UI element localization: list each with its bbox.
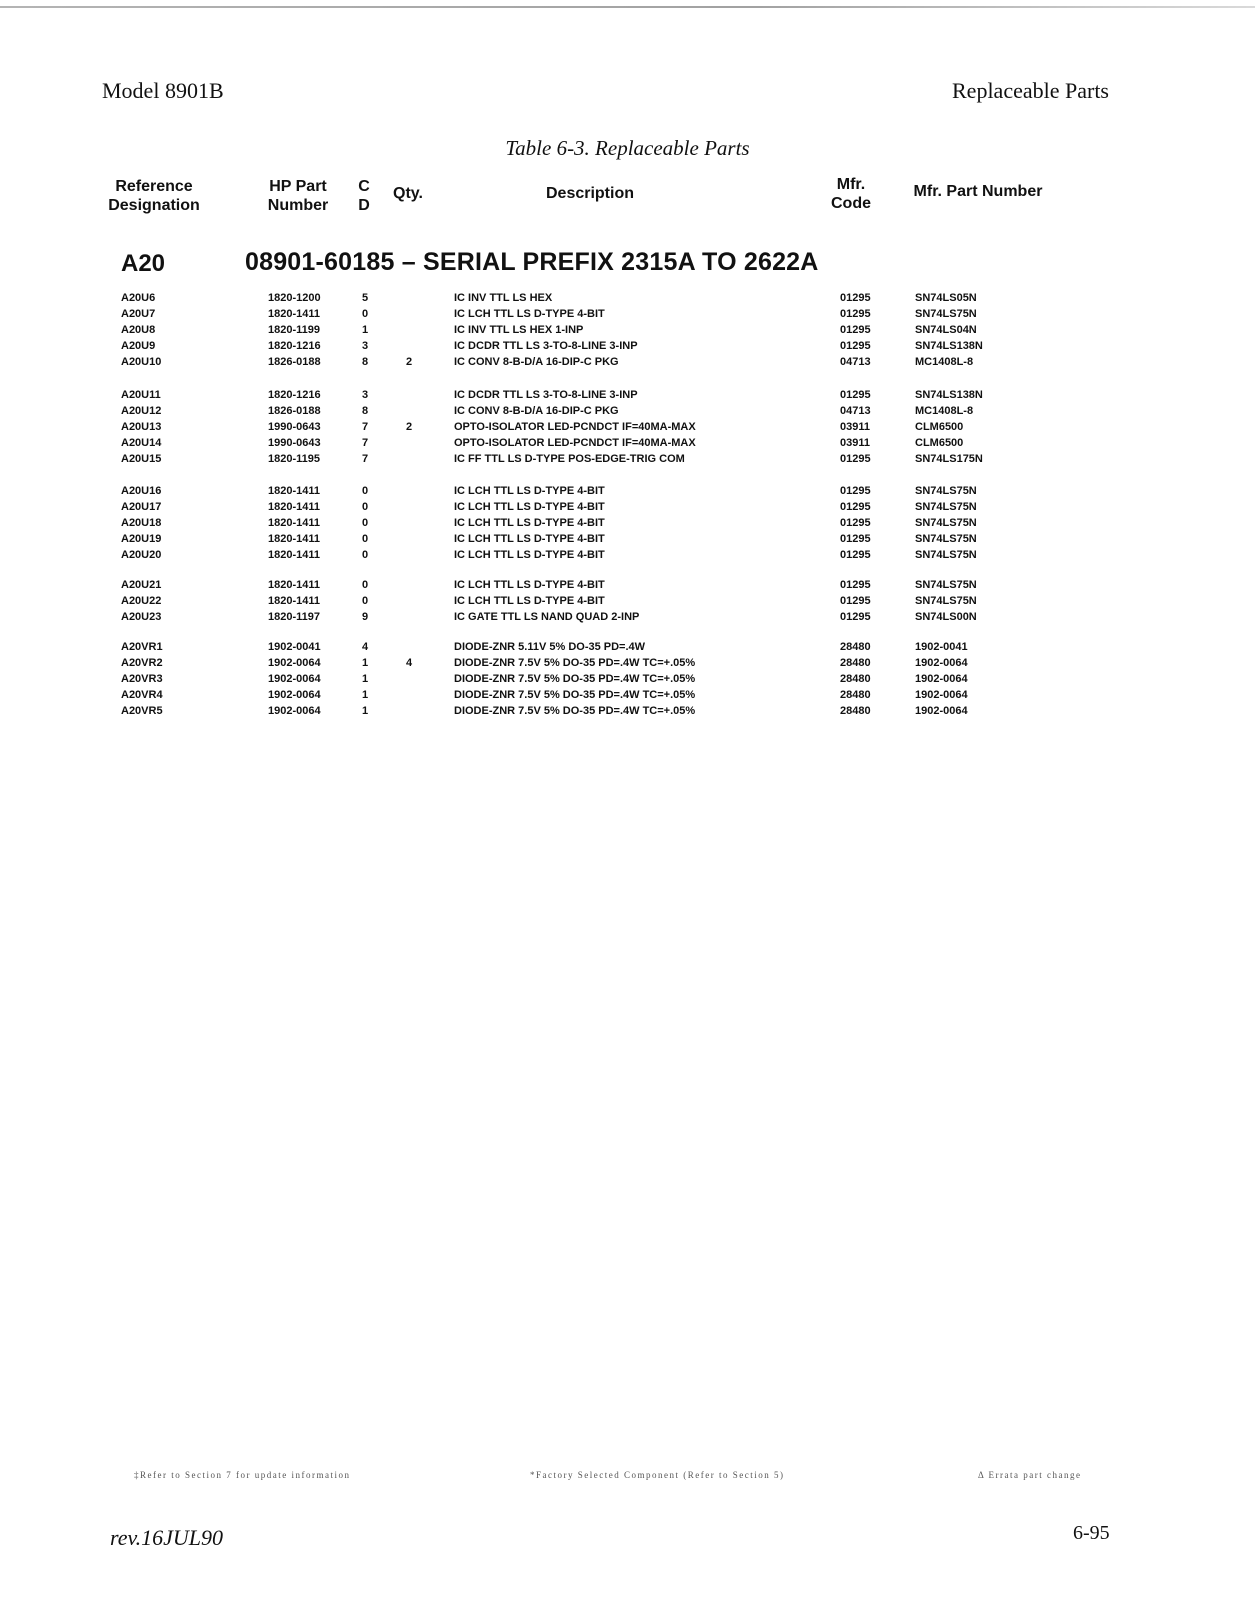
mfr-part-number: SN74LS75N [915,485,977,497]
table-row [0,532,1255,547]
description: IC LCH TTL LS D-TYPE 4-BIT [454,595,605,607]
check-digit: 4 [362,641,369,653]
ref-designation: A20U6 [121,292,156,304]
mfr-part-number: 1902-0064 [915,689,968,701]
description: IC DCDR TTL LS 3-TO-8-LINE 3-INP [454,389,638,401]
ref-designation: A20VR3 [121,673,163,685]
ref-designation: A20U22 [121,595,162,607]
page-number: 6-95 [1073,1522,1110,1544]
mfr-code: 01295 [840,389,871,401]
check-digit: 0 [362,533,369,545]
table-row [0,388,1255,403]
mfr-code: 03911 [840,421,870,433]
mfr-part-number: MC1408L-8 [915,405,974,417]
description: DIODE-ZNR 7.5V 5% DO-35 PD=.4W TC=+.05% [454,705,696,717]
table-row [0,436,1255,451]
hp-part-number: 1826-0188 [268,356,321,368]
ref-designation: A20U9 [121,340,156,352]
mfr-code: 01295 [840,485,871,497]
description: OPTO-ISOLATOR LED-PCNDCT IF=40MA-MAX [454,421,696,433]
table-row [0,307,1255,322]
description: IC LCH TTL LS D-TYPE 4-BIT [454,549,605,561]
table-row [0,704,1255,719]
mfr-code: 01295 [840,549,871,561]
hp-part-number: 1990-0643 [268,437,321,449]
mfr-code: 04713 [840,356,871,368]
mfr-code: 01295 [840,453,871,465]
mfr-code: 28480 [840,705,871,717]
table-title: Table 6-3. Replaceable Parts [505,136,750,160]
check-digit: 0 [362,579,369,591]
ref-designation: A20U7 [121,308,156,320]
description: IC CONV 8-B-D/A 16-DIP-C PKG [454,356,619,368]
revision-date: rev.16JUL90 [110,1525,224,1550]
description: IC LCH TTL LS D-TYPE 4-BIT [454,485,605,497]
ref-designation: A20U14 [121,437,162,449]
hp-part-number: 1820-1411 [268,517,320,529]
check-digit: 0 [362,549,369,561]
description: IC INV TTL LS HEX [454,292,553,304]
mfr-code: 01295 [840,517,871,529]
check-digit: 1 [362,673,369,685]
mfr-part-number: CLM6500 [915,437,964,449]
table-row [0,688,1255,703]
mfr-code: 01295 [840,340,871,352]
mfr-code: 28480 [840,673,871,685]
mfr-code: 28480 [840,657,871,669]
table-row [0,594,1255,609]
mfr-code: 01295 [840,308,871,320]
mfr-part-number: SN74LS75N [915,579,977,591]
column-header-mfr-code: Mfr. Code [831,176,871,212]
hp-part-number: 1990-0643 [268,421,321,433]
description: IC LCH TTL LS D-TYPE 4-BIT [454,501,605,513]
check-digit: 3 [362,340,369,352]
assembly-id: A20 [121,250,166,277]
ref-designation: A20U20 [121,549,162,561]
description: IC LCH TTL LS D-TYPE 4-BIT [454,579,605,591]
hp-part-number: 1820-1411 [268,549,320,561]
mfr-code: 01295 [840,611,871,623]
table-row [0,452,1255,467]
quantity: 4 [406,657,413,669]
description: DIODE-ZNR 7.5V 5% DO-35 PD=.4W TC=+.05% [454,657,696,669]
check-digit: 0 [362,308,369,320]
hp-part-number: 1820-1411 [268,308,320,320]
mfr-code: 01295 [840,292,871,304]
mfr-part-number: SN74LS138N [915,340,983,352]
mfr-part-number: CLM6500 [915,421,964,433]
table-row [0,355,1255,370]
ref-designation: A20U11 [121,389,161,401]
check-digit: 0 [362,501,369,513]
check-digit: 0 [362,485,369,497]
ref-designation: A20U18 [121,517,162,529]
ref-designation: A20U21 [121,579,162,591]
hp-part-number: 1820-1411 [268,501,320,513]
hp-part-number: 1820-1411 [268,485,320,497]
footnote-factory-selected: *Factory Selected Component (Refer to Section 5) [530,1470,785,1480]
hp-part-number: 1820-1200 [268,292,321,304]
description: IC CONV 8-B-D/A 16-DIP-C PKG [454,405,619,417]
mfr-code: 01295 [840,579,871,591]
table-row [0,404,1255,419]
column-header-reference: Reference Designation [108,178,200,214]
mfr-code: 01295 [840,324,871,336]
mfr-code: 01295 [840,501,871,513]
mfr-part-number: 1902-0064 [915,657,968,669]
hp-part-number: 1820-1411 [268,579,320,591]
mfr-part-number: SN74LS75N [915,308,977,320]
table-row [0,323,1255,338]
mfr-code: 04713 [840,405,871,417]
check-digit: 0 [362,595,369,607]
mfr-code: 03911 [840,437,870,449]
table-row [0,291,1255,306]
table-row [0,656,1255,671]
table-row [0,484,1255,499]
ref-designation: A20U16 [121,485,162,497]
table-row [0,548,1255,563]
mfr-part-number: SN74LS00N [915,611,977,623]
ref-designation: A20VR1 [121,641,163,653]
hp-part-number: 1826-0188 [268,405,321,417]
ref-designation: A20U8 [121,324,156,336]
mfr-part-number: 1902-0041 [915,641,968,653]
mfr-part-number: SN74LS75N [915,595,977,607]
section-header: Replaceable Parts [952,78,1109,103]
check-digit: 8 [362,356,369,368]
table-row [0,610,1255,625]
mfr-code: 28480 [840,689,871,701]
hp-part-number: 1820-1197 [268,611,320,623]
footnote-update-info: ‡Refer to Section 7 for update information [134,1470,351,1480]
check-digit: 1 [362,689,369,701]
check-digit: 8 [362,405,369,417]
description: IC FF TTL LS D-TYPE POS-EDGE-TRIG COM [454,453,685,465]
hp-part-number: 1820-1195 [268,453,320,465]
mfr-part-number: SN74LS138N [915,389,983,401]
footnote-errata: Δ Errata part change [978,1470,1082,1480]
table-row [0,672,1255,687]
hp-part-number: 1820-1411 [268,595,320,607]
ref-designation: A20U13 [121,421,162,433]
description: IC DCDR TTL LS 3-TO-8-LINE 3-INP [454,340,638,352]
description: IC LCH TTL LS D-TYPE 4-BIT [454,308,605,320]
check-digit: 7 [362,437,369,449]
check-digit: 7 [362,453,369,465]
hp-part-number: 1820-1216 [268,389,321,401]
column-header-cd: C D [358,178,370,214]
ref-designation: A20U10 [121,356,162,368]
hp-part-number: 1902-0064 [268,705,321,717]
check-digit: 0 [362,517,369,529]
mfr-part-number: SN74LS75N [915,533,977,545]
check-digit: 5 [362,292,369,304]
description: DIODE-ZNR 7.5V 5% DO-35 PD=.4W TC=+.05% [454,689,696,701]
description: IC LCH TTL LS D-TYPE 4-BIT [454,533,605,545]
mfr-code: 28480 [840,641,871,653]
mfr-code: 01295 [840,595,871,607]
column-header-qty: Qty. [393,185,423,202]
mfr-part-number: SN74LS75N [915,517,977,529]
check-digit: 1 [362,324,369,336]
description: IC INV TTL LS HEX 1-INP [454,324,584,336]
table-row [0,420,1255,435]
hp-part-number: 1820-1216 [268,340,321,352]
hp-part-number: 1820-1199 [268,324,320,336]
mfr-part-number: 1902-0064 [915,705,968,717]
assembly-title: 08901-60185 – SERIAL PREFIX 2315A TO 2622A [245,248,819,276]
mfr-part-number: SN74LS75N [915,501,977,513]
mfr-code: 01295 [840,533,871,545]
hp-part-number: 1902-0064 [268,689,321,701]
quantity: 2 [406,421,413,433]
hp-part-number: 1902-0041 [268,641,321,653]
ref-designation: A20VR2 [121,657,163,669]
model-header: Model 8901B [102,78,224,103]
check-digit: 9 [362,611,369,623]
quantity: 2 [406,356,413,368]
hp-part-number: 1902-0064 [268,673,321,685]
hp-part-number: 1902-0064 [268,657,321,669]
table-row [0,516,1255,531]
description: IC GATE TTL LS NAND QUAD 2-INP [454,611,640,623]
table-row [0,640,1255,655]
check-digit: 1 [362,705,369,717]
ref-designation: A20VR5 [121,705,163,717]
column-header-hp-part: HP Part Number [267,178,329,214]
column-header-mfr-part-number: Mfr. Part Number [913,183,1043,200]
ref-designation: A20U17 [121,501,162,513]
ref-designation: A20U19 [121,533,162,545]
ref-designation: A20VR4 [121,689,163,701]
mfr-part-number: SN74LS05N [915,292,977,304]
ref-designation: A20U15 [121,453,162,465]
mfr-part-number: 1902-0064 [915,673,968,685]
table-row [0,339,1255,354]
description: IC LCH TTL LS D-TYPE 4-BIT [454,517,605,529]
description: OPTO-ISOLATOR LED-PCNDCT IF=40MA-MAX [454,437,696,449]
check-digit: 1 [362,657,369,669]
description: DIODE-ZNR 5.11V 5% DO-35 PD=.4W [454,641,646,653]
mfr-part-number: SN74LS75N [915,549,977,561]
hp-part-number: 1820-1411 [268,533,320,545]
check-digit: 3 [362,389,369,401]
table-row [0,578,1255,593]
mfr-part-number: MC1408L-8 [915,356,974,368]
description: DIODE-ZNR 7.5V 5% DO-35 PD=.4W TC=+.05% [454,673,696,685]
ref-designation: A20U23 [121,611,162,623]
column-header-description: Description [545,185,634,202]
ref-designation: A20U12 [121,405,162,417]
check-digit: 7 [362,421,369,433]
mfr-part-number: SN74LS04N [915,324,977,336]
mfr-part-number: SN74LS175N [915,453,983,465]
table-row [0,500,1255,515]
